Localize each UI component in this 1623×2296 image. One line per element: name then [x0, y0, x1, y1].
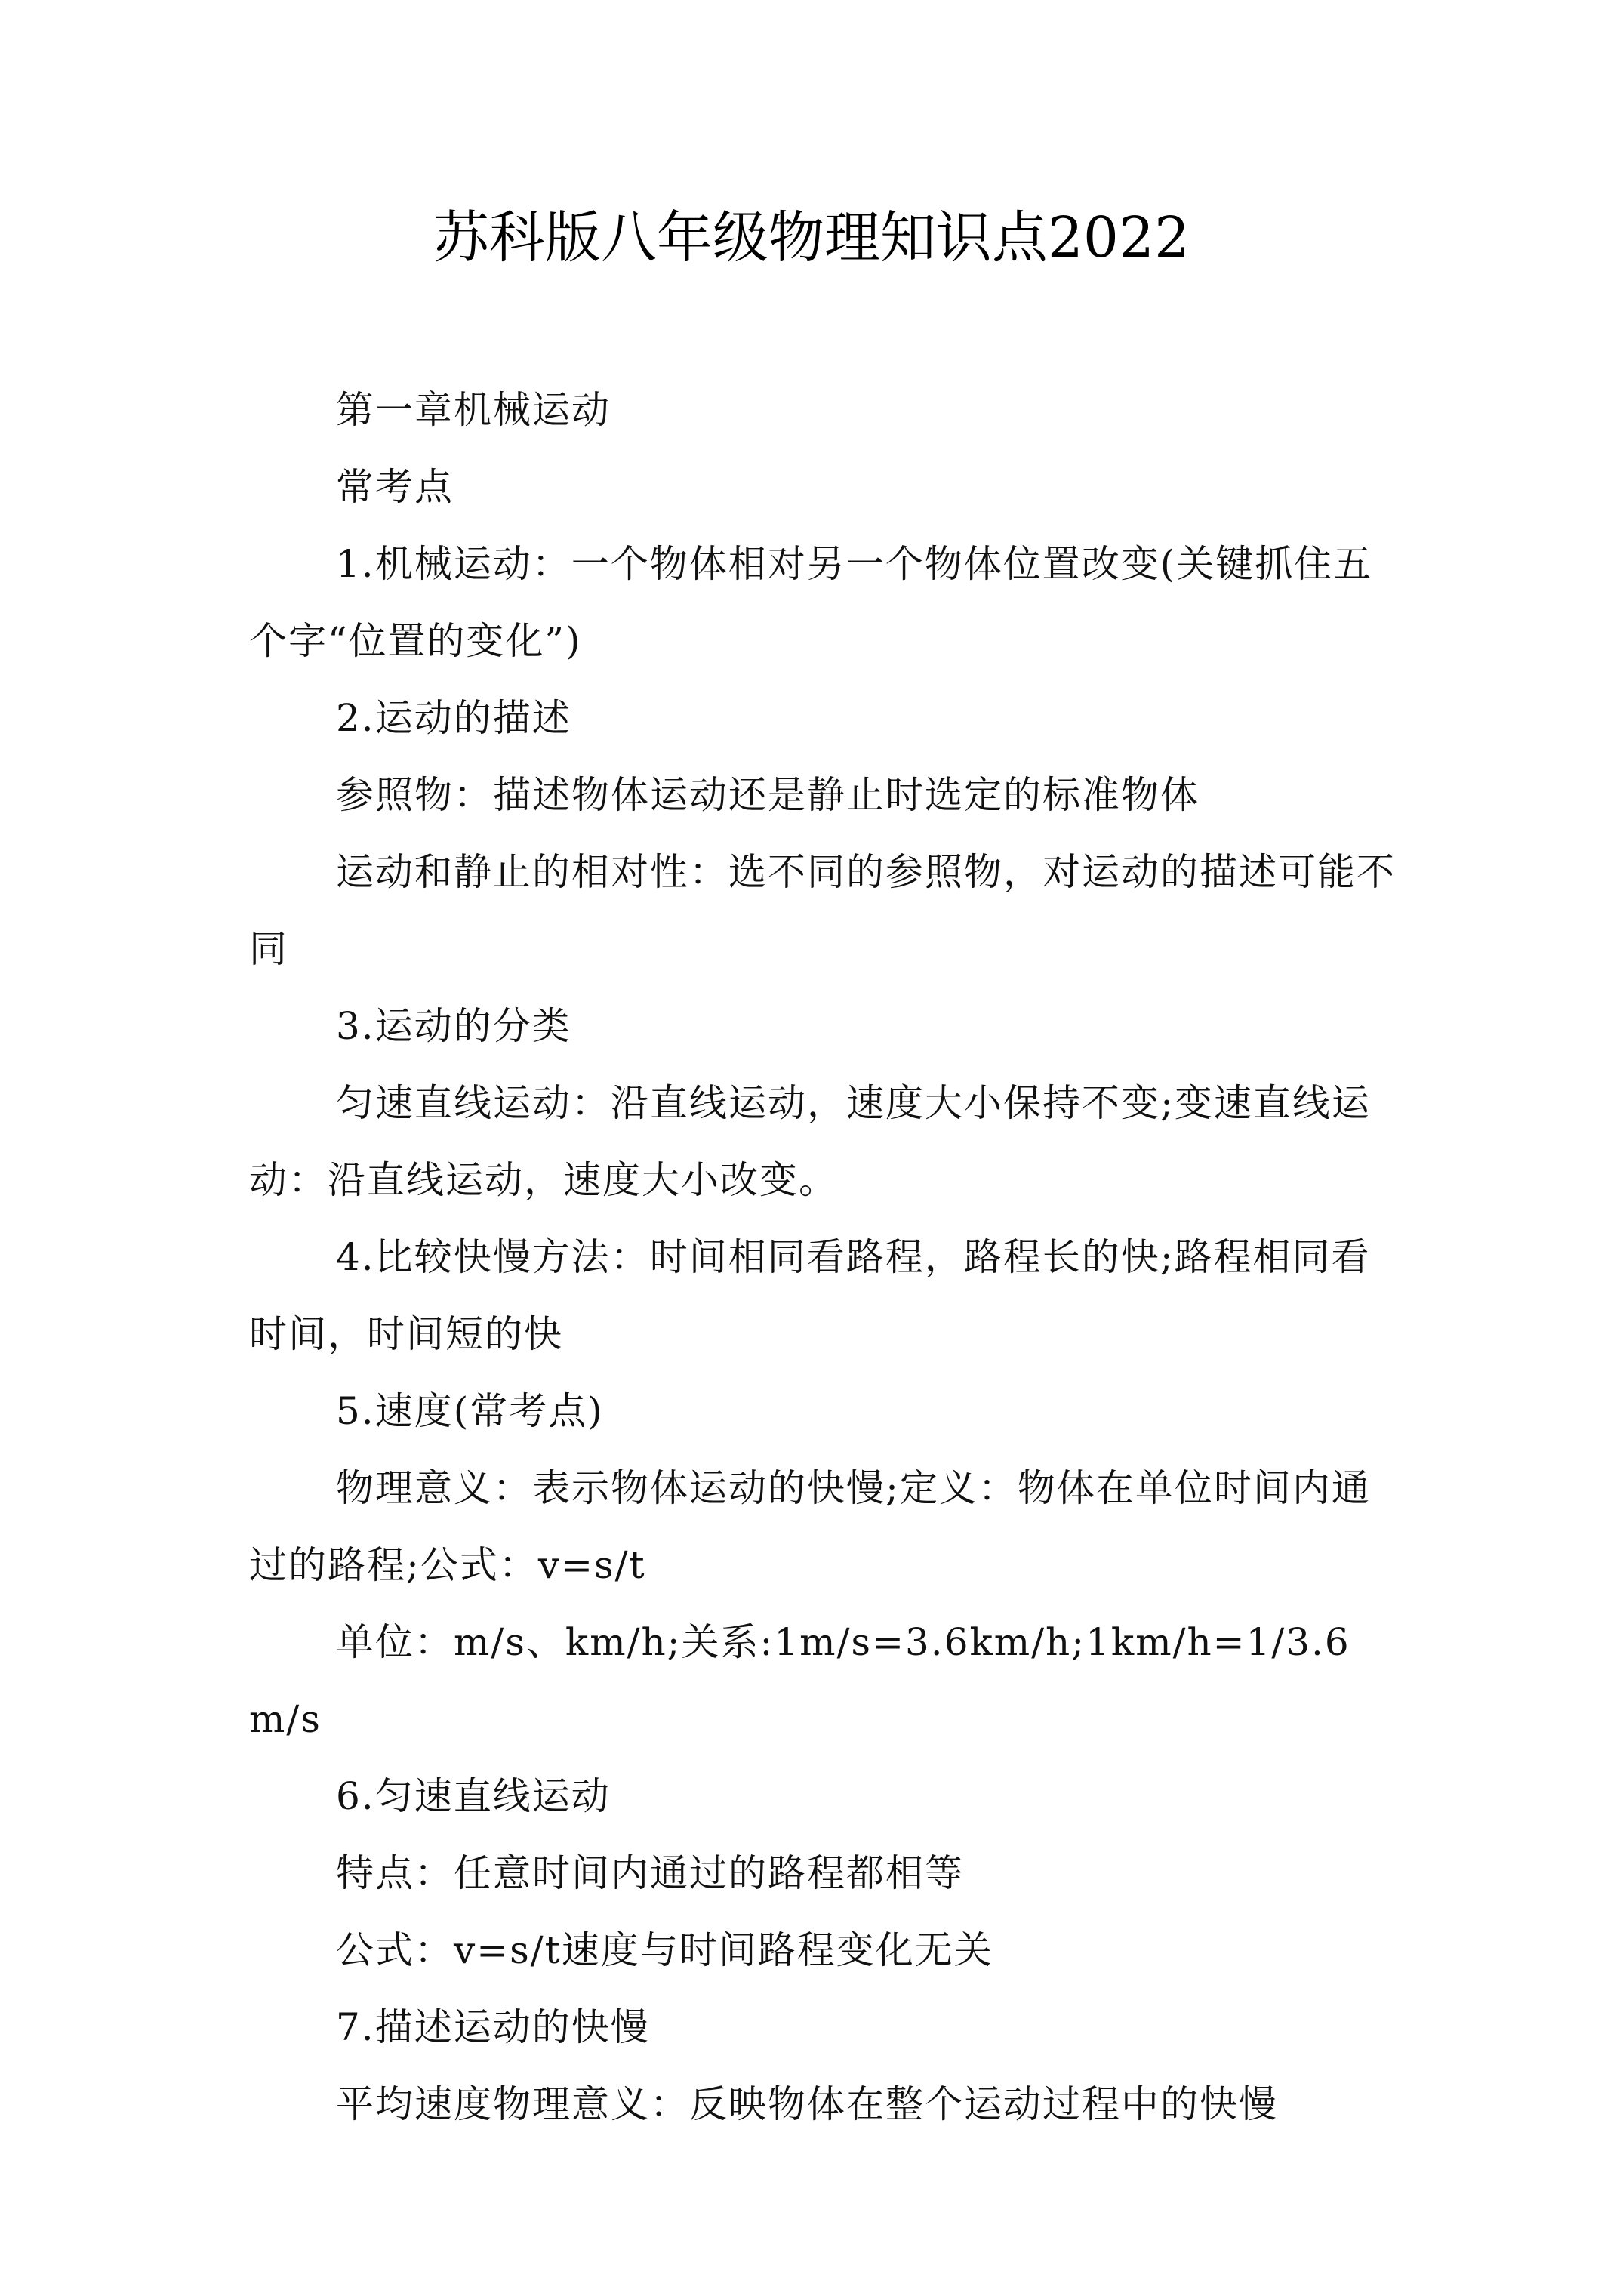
- paragraph: 参照物：描述物体运动还是静止时选定的标准物体: [336, 773, 1200, 817]
- paragraph: 7.描述运动的快慢: [336, 2005, 650, 2049]
- document-title: 苏科版八年级物理知识点2022: [433, 205, 1190, 270]
- paragraph: 平均速度物理意义：反映物体在整个运动过程中的快慢: [336, 2082, 1278, 2126]
- document-body: [249, 371, 1397, 2143]
- paragraph: 2.运动的描述: [336, 696, 571, 740]
- paragraph: 匀速直线运动：沿直线运动，速度大小保持不变;变速直线运动：沿直线运动，速度大小改变。: [249, 1081, 1371, 1202]
- paragraph: 1.机械运动：一个物体相对另一个物体位置改变(关键抓住五个字“位置的变化”): [249, 542, 1373, 663]
- paragraph: 运动和静止的相对性：选不同的参照物，对运动的描述可能不同: [249, 850, 1396, 971]
- paragraph: 物理意义：表示物体运动的快慢;定义：物体在单位时间内通过的路程;公式：v=s/t: [249, 1466, 1371, 1587]
- paragraph: 公式：v=s/t速度与时间路程变化无关: [336, 1928, 993, 1972]
- paragraph: 5.速度(常考点): [336, 1389, 604, 1433]
- paragraph: 特点：任意时间内通过的路程都相等: [336, 1851, 964, 1895]
- section-heading: 常考点: [336, 465, 454, 509]
- chapter-heading: 第一章机械运动: [336, 388, 611, 432]
- paragraph: 3.运动的分类: [336, 1004, 571, 1048]
- paragraph: 6.匀速直线运动: [336, 1774, 611, 1818]
- paragraph: 4.比较快慢方法：时间相同看路程，路程长的快;路程相同看时间，时间短的快: [249, 1235, 1371, 1356]
- paragraph: 单位：m/s、km/h;关系:1m/s=3.6km/h;1km/h=1/3.6m/s: [249, 1620, 1350, 1741]
